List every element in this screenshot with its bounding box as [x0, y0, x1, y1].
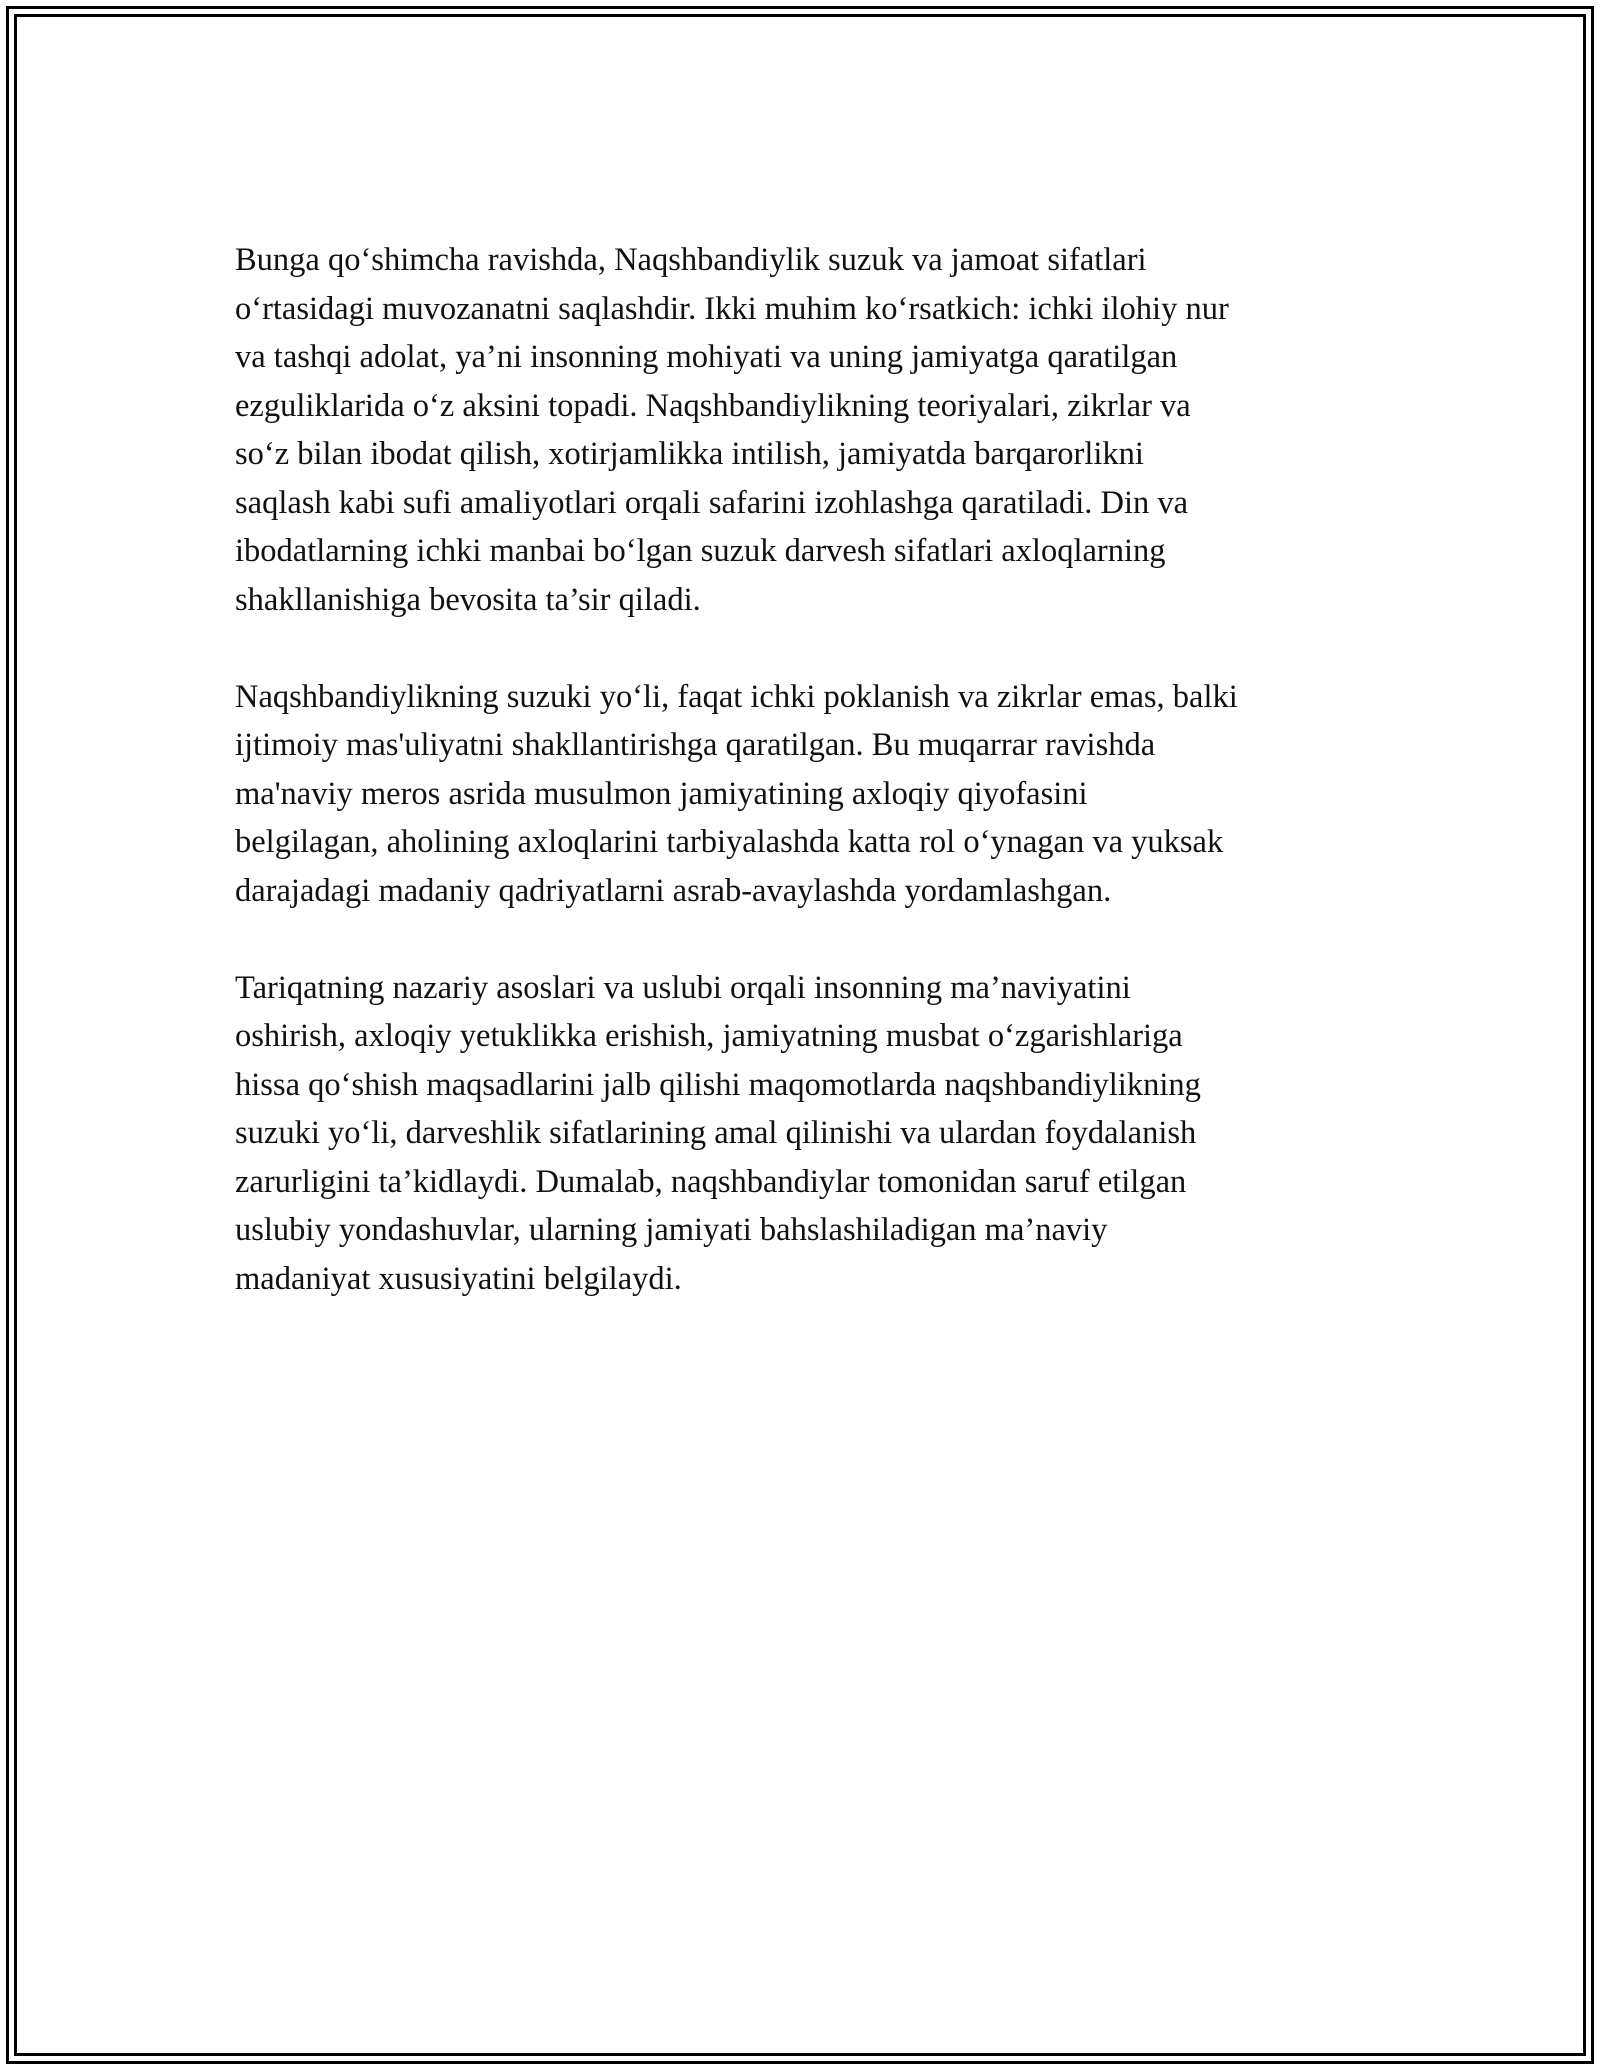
text-line: belgilagan, aholining axloqlarini tarbiyalashda katta rol o‘ynagan va yuksak: [235, 824, 1224, 860]
text-line: saqlash kabi sufi amaliyotlari orqali safarini izohlashga qaratiladi. Din va: [235, 484, 1189, 521]
text-line: ezguliklarida o‘z aksini topadi. Naqshbandiylikning teoriyalari, zikrlar va: [235, 387, 1191, 424]
paragraph-3: [235, 964, 1375, 1304]
document-body: [235, 236, 1375, 1352]
text-line: oshirish, axloqiy yetuklikka erishish, jamiyatning musbat o‘zgarishlariga: [235, 1018, 1183, 1054]
text-line: Naqshbandiylikning suzuki yo‘li, faqat ichki poklanish va zikrlar emas, balki: [235, 678, 1238, 715]
text-line: Bunga qo‘shimcha ravishda, Naqshbandiylik suzuk va jamoat sifatlari: [235, 242, 1147, 278]
paragraph-1: [235, 236, 1375, 624]
text-line: darajadagi madaniy qadriyatlarni asrab-avaylashda yordamlashgan.: [235, 872, 1112, 909]
text-line: so‘z bilan ibodat qilish, xotirjamlikka intilish, jamiyatda barqarorlikni: [235, 436, 1144, 472]
text-line: suzuki yo‘li, darveshlik sifatlarining amal qilinishi va ulardan foydalanish: [235, 1115, 1197, 1151]
text-line: ijtimoiy mas'uliyatni shakllantirishga qaratilgan. Bu muqarrar ravishda: [235, 727, 1156, 763]
text-line: ma'naviy meros asrida musulmon jamiyatining axloqiy qiyofasini: [235, 775, 1088, 812]
text-line: hissa qo‘shish maqsadlarini jalb qilishi maqomotlarda naqshbandiylikning: [235, 1066, 1201, 1103]
text-line: va tashqi adolat, ya’ni insonning mohiyati va uning jamiyatga qaratilgan: [235, 339, 1178, 375]
text-line: ibodatlarning ichki manbai bo‘lgan suzuk darvesh sifatlari axloqlarning: [235, 533, 1166, 569]
text-line: zarurligini ta’kidlaydi. Dumalab, naqshbandiylar tomonidan saruf etilgan: [235, 1163, 1187, 1200]
text-line: o‘rtasidagi muvozanatni saqlashdir. Ikki muhim ko‘rsatkich: ichki ilohiy nur: [235, 290, 1229, 327]
text-line: Tariqatning nazariy asoslari va uslubi orqali insonning ma’naviyatini: [235, 969, 1131, 1006]
text-line: madaniyat xususiyatini belgilaydi.: [235, 1260, 682, 1297]
paragraph-2: [235, 673, 1375, 916]
text-line: uslubiy yondashuvlar, ularning jamiyati bahslashiladigan ma’naviy: [235, 1212, 1108, 1248]
text-line: shakllanishiga bevosita ta’sir qiladi.: [235, 581, 701, 618]
